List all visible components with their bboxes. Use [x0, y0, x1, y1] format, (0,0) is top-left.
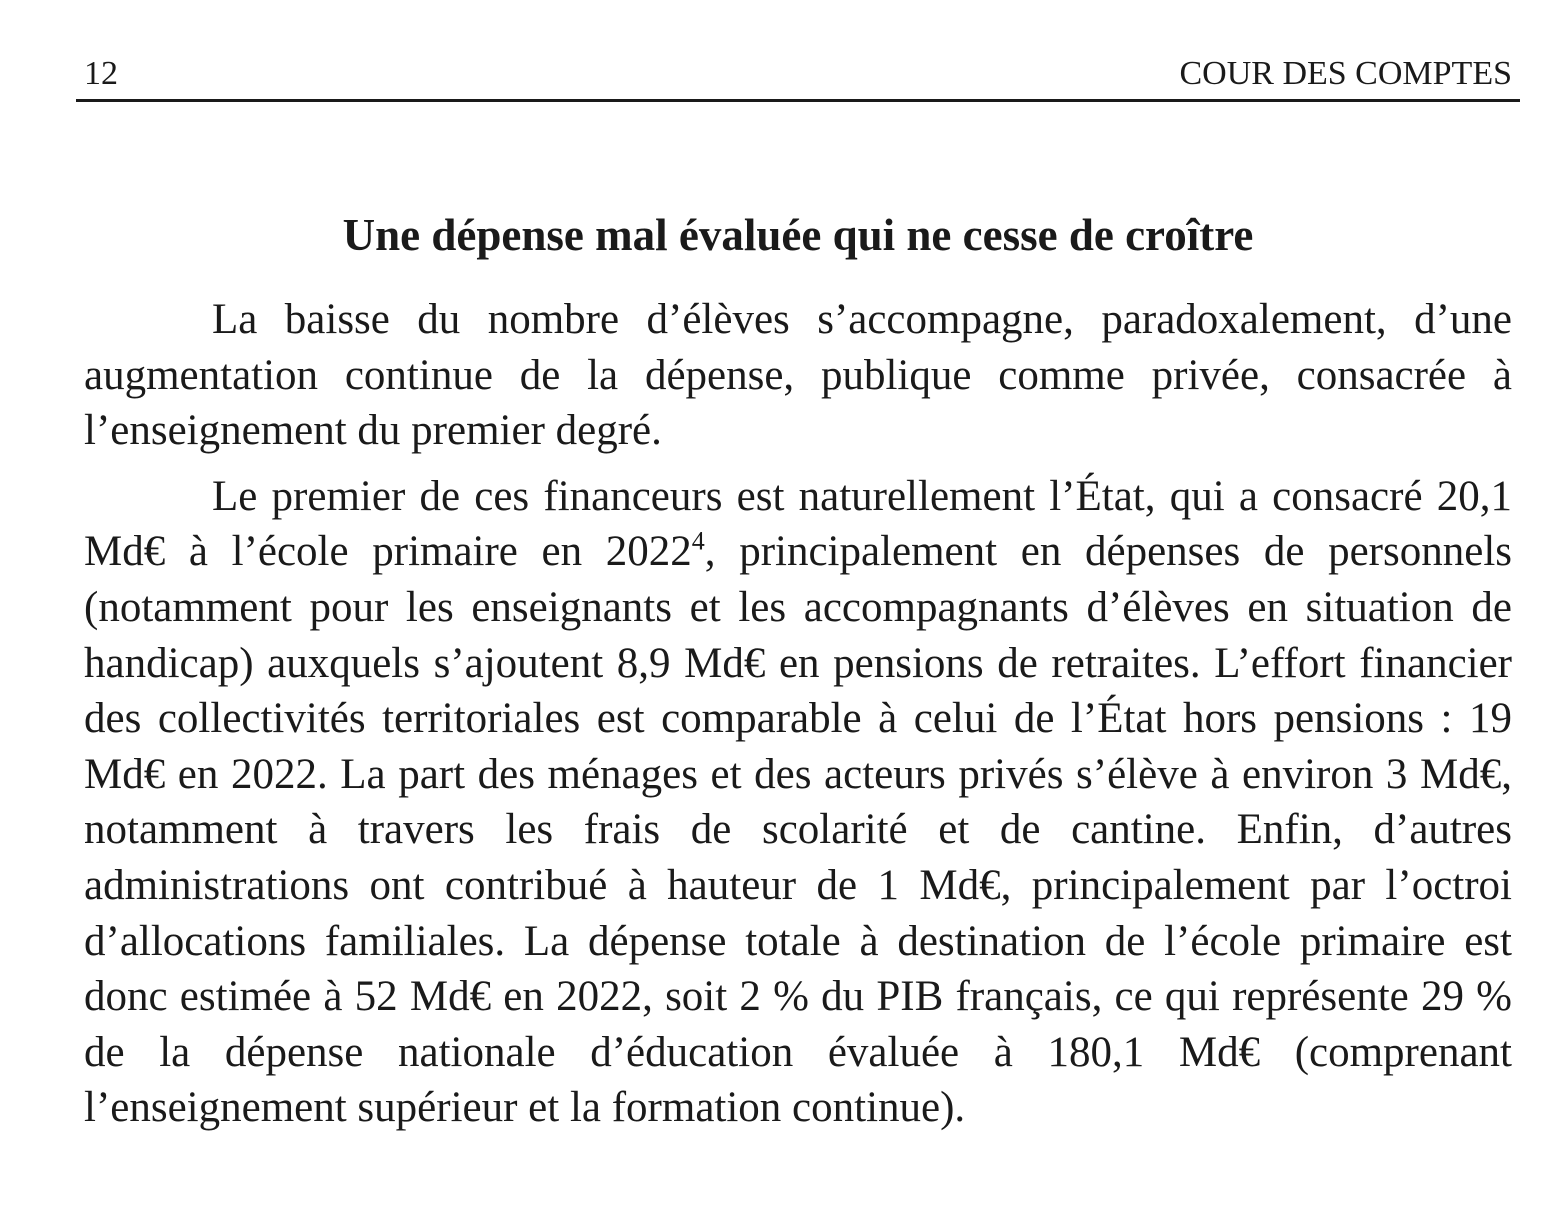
running-title: COUR DES COMPTES [1179, 55, 1512, 92]
page-header [76, 44, 1520, 102]
paragraph-2 [84, 469, 1512, 1136]
footnote-reference[interactable]: 4 [691, 527, 705, 557]
section-heading: Une dépense mal évaluée qui ne cesse de croître [342, 210, 1254, 260]
paragraph-1: La baisse du nombre d’élèves s’accompagne, paradoxalement, d’une augmentation continue de la dépense, publique comme privée, consacrée à l’enseignement du premier degré. [84, 296, 1512, 455]
paragraph-2-text-start: Le premier de ces financeurs est naturellement l’État, qui a consacré 20,1 Md€ à l’école primaire en 2022 [84, 472, 1512, 576]
paragraph-2-text-end: , principalement en dépenses de personnels (notamment pour les enseignants et les accompagnants d’élèves en situation de handicap) auxquels s’ajoutent 8,9 Md€ en pensions de retraites. L’effort financier des collectivités territoriales est comparable à celui de l’État hors pensions : 19 Md€ en 2022. La part des ménages et des acteurs privés s’élève à environ 3 Md€, notamment à travers les frais de scolarité et de cantine. Enfin, d’autres administrations ont contribué à hauteur de 1 Md€, principalement par l’octroi d’allocations familiales. La dépense totale à destination de l’école primaire est donc estimée à 52 Md€ en 2022, soit 2 % du PIB français, ce qui représente 29 % de la dépense nationale d’éducation évaluée à 180,1 Md€ (comprenant l’enseignement supérieur et la formation continue). [84, 528, 1512, 1132]
body-text [84, 292, 1512, 1136]
page-number: 12 [84, 55, 118, 92]
